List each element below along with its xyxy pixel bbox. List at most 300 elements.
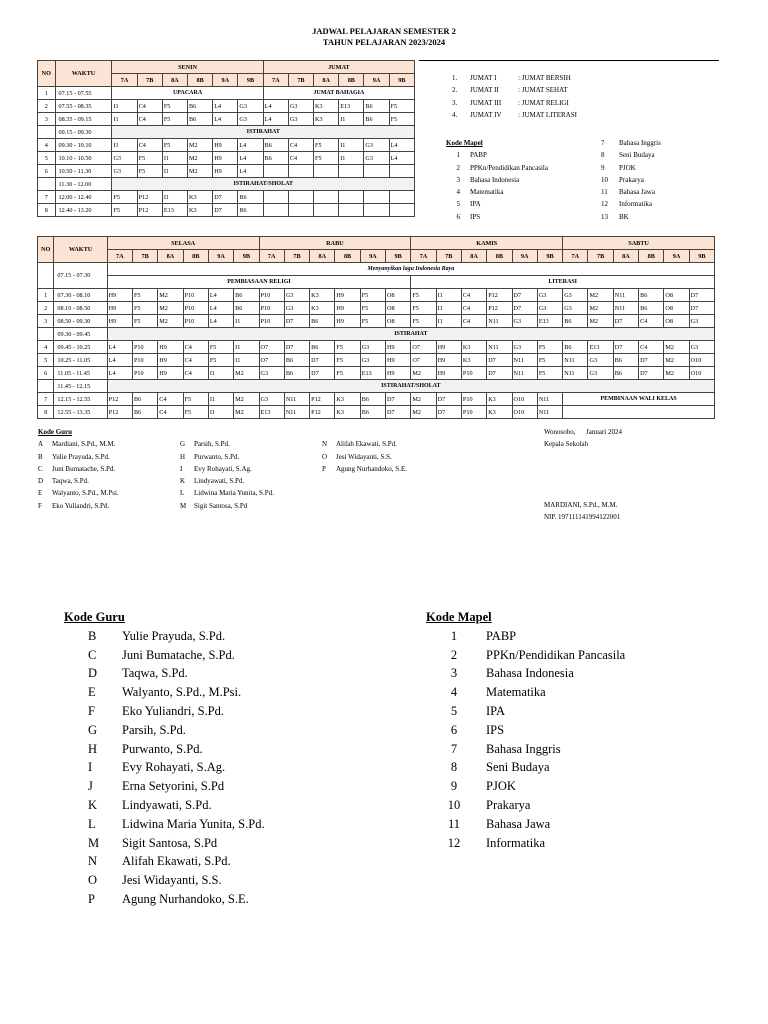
class-header: 9B [689, 250, 714, 263]
schedule-cell: F5 [314, 139, 339, 152]
schedule-cell: G3 [689, 341, 714, 354]
schedule-cell: B6 [188, 113, 213, 126]
schedule-cell: E13 [588, 341, 613, 354]
schedule-cell: G3 [284, 302, 309, 315]
mapel-name: Seni Budaya [486, 760, 550, 775]
schedule-cell: H9 [386, 354, 411, 367]
list-item [38, 463, 180, 475]
mapel-num: 8 [601, 151, 605, 160]
schedule-cell: B6 [132, 393, 157, 406]
break-label: ISTIRAHAT/SHOLAT [112, 178, 415, 191]
row-no: 2 [38, 302, 54, 315]
day-header: SABTU [563, 237, 715, 250]
schedule-cell: N11 [512, 367, 537, 380]
guru-code: C [38, 464, 43, 473]
schedule-cell: M2 [158, 302, 183, 315]
list-item [322, 463, 472, 475]
schedule-cell: P12 [487, 289, 512, 302]
list-item [180, 438, 322, 450]
schedule-cell: H9 [213, 139, 238, 152]
table-row [38, 380, 715, 393]
mapel-name: Bahasa Jawa [619, 188, 655, 197]
class-header: 7A [259, 250, 284, 263]
schedule-cell: B6 [310, 341, 335, 354]
schedule-cell: B6 [639, 289, 664, 302]
guru-name: Taqwa, S.Pd. [122, 666, 188, 681]
guru-code: K [88, 797, 98, 812]
schedule-cell: L4 [389, 152, 414, 165]
guru-name: Parsih, S.Pd. [194, 440, 230, 449]
row-no: 1 [38, 87, 56, 100]
schedule-cell: P12 [107, 393, 132, 406]
list-item [601, 149, 661, 161]
list-item [64, 683, 265, 702]
guru-code: H [180, 452, 186, 461]
guru-name: Agung Nurhandoko, S.E. [122, 891, 249, 906]
mapel-num: 2 [450, 647, 458, 662]
row-no [38, 263, 54, 289]
schedule-cell [389, 204, 414, 217]
schedule-cell: M2 [188, 165, 213, 178]
row-time: 10.10 - 10.50 [55, 152, 112, 165]
schedule-cell: P10 [259, 302, 284, 315]
list-item [64, 815, 265, 834]
schedule-cell: C4 [461, 315, 486, 328]
jumat-note-label: JUMAT I [470, 74, 497, 82]
list-item [446, 186, 601, 198]
schedule-table-senin-jumat [37, 60, 415, 217]
class-header: 9A [664, 250, 689, 263]
jumat-note-num: 4. [452, 110, 458, 119]
guru-code: M [180, 501, 187, 510]
schedule-cell: F5 [183, 406, 208, 419]
row-time: 11.45 - 12.15 [54, 380, 107, 393]
schedule-cell: B6 [563, 315, 588, 328]
kode-mapel-right [601, 137, 661, 223]
schedule-cell: B6 [613, 354, 638, 367]
mapel-name: Bahasa Indonesia [486, 666, 574, 681]
activity-label: UPACARA [112, 87, 263, 100]
schedule-cell: B6 [284, 354, 309, 367]
guru-name: Jesi Widayanti, S.S. [122, 873, 222, 888]
schedule-cell: B6 [238, 191, 263, 204]
row-time: 10.25 - 11.05 [54, 354, 107, 367]
schedule-cell: N11 [613, 302, 638, 315]
mapel-name: Bahasa Inggris [619, 139, 661, 147]
schedule-cell: B6 [364, 113, 389, 126]
class-header: 7B [436, 250, 461, 263]
list-item [180, 487, 322, 499]
mapel-name: Bahasa Jawa [486, 816, 551, 831]
day-header: SELASA [107, 237, 259, 250]
schedule-cell: K3 [487, 393, 512, 406]
guru-code: A [38, 440, 44, 449]
mapel-num: 3 [456, 175, 460, 184]
mapel-num: 10 [601, 175, 608, 184]
schedule-cell: O8 [664, 315, 689, 328]
schedule-cell: D7 [689, 289, 714, 302]
guru-name: Alifah Ekawati, S.Pd. [336, 440, 397, 449]
class-header: 7A [263, 74, 288, 87]
list-item [64, 852, 265, 871]
table-row [38, 406, 715, 419]
schedule-cell: B6 [132, 406, 157, 419]
schedule-cell: I1 [162, 165, 187, 178]
schedule-cell: C4 [288, 152, 313, 165]
mapel-num: 1 [456, 151, 460, 160]
schedule-cell: H9 [335, 302, 360, 315]
schedule-cell: D7 [284, 315, 309, 328]
class-header: 9A [364, 74, 389, 87]
list-item [426, 740, 625, 759]
mapel-name: IPS [486, 722, 505, 737]
list-item [64, 627, 265, 646]
jumat-note-label: JUMAT II [470, 86, 499, 95]
class-header: 7A [107, 250, 132, 263]
class-header: 7B [588, 250, 613, 263]
schedule-cell: M2 [234, 393, 259, 406]
kode-guru-large [64, 608, 265, 909]
schedule-cell: G3 [588, 367, 613, 380]
list-item [64, 721, 265, 740]
list-item [180, 475, 322, 487]
schedule-cell: I1 [162, 191, 187, 204]
schedule-cell: D7 [613, 341, 638, 354]
class-header: 8B [339, 74, 364, 87]
class-header: 8A [314, 74, 339, 87]
list-item [64, 871, 265, 890]
schedule-cell: I1 [339, 139, 364, 152]
schedule-cell: F5 [162, 139, 187, 152]
schedule-cell: F5 [335, 367, 360, 380]
row-no: 6 [38, 367, 54, 380]
schedule-cell: H9 [386, 341, 411, 354]
schedule-cell: B6 [360, 406, 385, 419]
class-header: 8B [183, 250, 208, 263]
list-item [38, 438, 180, 450]
mapel-name: PJOK [619, 163, 636, 172]
signature-nip: NIP. 197111141994122001 [544, 512, 621, 521]
row-no [38, 328, 54, 341]
schedule-cell: F5 [132, 302, 157, 315]
mapel-num: 2 [456, 163, 460, 172]
guru-code: E [38, 489, 43, 498]
jumat-note-desc: : JUMAT RELIGI [518, 98, 569, 107]
class-header: 9A [512, 250, 537, 263]
schedule-cell: M2 [234, 406, 259, 419]
guru-name: Taqwa, S.Pd. [52, 477, 89, 486]
row-time: 08.50 - 09.30 [54, 315, 107, 328]
schedule-cell: H9 [386, 367, 411, 380]
schedule-cell: N11 [512, 354, 537, 367]
guru-code: G [180, 440, 186, 449]
schedule-cell: E13 [360, 367, 385, 380]
schedule-cell: C4 [137, 100, 162, 113]
activity-label: JUMAT BAHAGIA [263, 87, 414, 100]
guru-code: B [38, 452, 43, 461]
schedule-cell: F5 [132, 315, 157, 328]
jumat-note-desc: : JUMAT SEHAT [518, 86, 568, 95]
kode-mapel-large [426, 608, 625, 852]
kode-guru-large-title: Kode Guru [64, 610, 125, 624]
guru-name: Sigit Santosa, S.Pd [194, 501, 248, 510]
row-no [38, 178, 56, 191]
ceremony-label: Menyanyikan lagu Indonesia Raya [107, 263, 714, 276]
list-item [426, 646, 625, 665]
schedule-cell: H9 [436, 341, 461, 354]
class-header: 7A [563, 250, 588, 263]
list-item [64, 777, 265, 796]
mapel-name: PABP [470, 151, 487, 160]
list-item [426, 758, 625, 777]
schedule-cell: C4 [288, 139, 313, 152]
schedule-cell: N11 [537, 406, 562, 419]
guru-code: I [88, 760, 93, 775]
mapel-name: PPKn/Pendidikan Pancasila [486, 647, 626, 662]
list-item [64, 758, 265, 777]
schedule-cell: M2 [234, 367, 259, 380]
guru-name: Walyanto, S.Pd., M.Psi. [52, 489, 119, 498]
schedule-cell: G3 [288, 113, 313, 126]
row-no: 4 [38, 341, 54, 354]
list-item [426, 664, 625, 683]
schedule-cell: K3 [461, 341, 486, 354]
schedule-cell: C4 [137, 139, 162, 152]
schedule-cell: L4 [238, 139, 263, 152]
row-no: 8 [38, 204, 56, 217]
row-no: 3 [38, 315, 54, 328]
schedule-cell: H9 [107, 302, 132, 315]
table-row [38, 152, 415, 165]
schedule-cell: M2 [664, 341, 689, 354]
schedule-cell: D7 [487, 354, 512, 367]
class-header: 7B [288, 74, 313, 87]
table-row [38, 191, 415, 204]
schedule-cell [364, 204, 389, 217]
class-header: 9A [360, 250, 385, 263]
schedule-cell: E13 [537, 315, 562, 328]
class-header: 9B [389, 74, 414, 87]
schedule-cell: H9 [107, 315, 132, 328]
schedule-cell: L4 [213, 113, 238, 126]
list-item [64, 740, 265, 759]
schedule-cell: N11 [284, 406, 309, 419]
schedule-cell: L4 [238, 165, 263, 178]
schedule-cell: I1 [436, 315, 461, 328]
schedule-cell: I1 [208, 393, 233, 406]
class-header: 7A [112, 74, 137, 87]
schedule-cell: K3 [188, 191, 213, 204]
guru-code: G [88, 722, 98, 737]
guru-name: Juni Bumatache, S.Pd. [122, 647, 235, 662]
row-no: 6 [38, 165, 56, 178]
signature-place: Wonosobo, [544, 428, 576, 436]
table-row [38, 354, 715, 367]
class-header: 8A [461, 250, 486, 263]
schedule-cell: M2 [588, 289, 613, 302]
list-item [180, 463, 322, 475]
mapel-name: Seni Budaya [619, 151, 655, 160]
mapel-name: Matematika [486, 685, 546, 700]
schedule-cell: F5 [537, 367, 562, 380]
schedule-cell [314, 165, 339, 178]
list-item [64, 834, 265, 853]
guru-name: Walyanto, S.Pd., M.Psi. [122, 685, 242, 700]
schedule-cell: I1 [112, 113, 137, 126]
row-time: 09.30 - 09.45 [54, 328, 107, 341]
day-header: JUMAT [263, 61, 414, 74]
schedule-cell: L4 [107, 354, 132, 367]
row-time: 09.45 - 10.25 [54, 341, 107, 354]
schedule-cell [288, 165, 313, 178]
row-time: 12.00 - 12.40 [55, 191, 112, 204]
guru-code: O [88, 873, 98, 888]
schedule-cell: F5 [360, 289, 385, 302]
schedule-cell [288, 204, 313, 217]
schedule-cell: C4 [158, 406, 183, 419]
class-header: 7B [132, 250, 157, 263]
mapel-num: 5 [450, 703, 458, 718]
schedule-cell: B6 [188, 100, 213, 113]
jumat-note-label: JUMAT IV [470, 110, 502, 119]
mapel-name: PABP [486, 628, 517, 643]
guru-name: Mardiani, S.Pd., M.M. [52, 440, 116, 449]
signature-role: Kepala Sekolah [544, 440, 589, 449]
mapel-num: 11 [601, 188, 608, 197]
mapel-name: IPA [486, 703, 505, 718]
schedule-cell: O10 [689, 367, 714, 380]
schedule-cell: G3 [288, 100, 313, 113]
guru-name: Jesi Widayanti, S.S. [336, 452, 392, 461]
row-no [38, 126, 56, 139]
schedule-cell: P12 [487, 302, 512, 315]
schedule-cell: M2 [188, 152, 213, 165]
table-row [38, 139, 415, 152]
schedule-cell [389, 191, 414, 204]
schedule-cell [389, 165, 414, 178]
schedule-cell: L4 [263, 100, 288, 113]
jumat-note [452, 97, 577, 109]
schedule-cell: P10 [259, 315, 284, 328]
schedule-cell: N11 [613, 289, 638, 302]
schedule-cell: F5 [183, 393, 208, 406]
row-time: 10.50 - 11.30 [55, 165, 112, 178]
schedule-cell: L4 [107, 367, 132, 380]
schedule-cell: M2 [411, 367, 436, 380]
guru-name: Lindyawati, S.Pd. [122, 797, 212, 812]
schedule-cell: D7 [512, 289, 537, 302]
schedule-cell: G3 [364, 139, 389, 152]
schedule-cell: F5 [537, 341, 562, 354]
jumat-note [452, 72, 577, 84]
schedule-cell: G3 [689, 315, 714, 328]
class-header: 9B [386, 250, 411, 263]
schedule-cell: O7 [259, 341, 284, 354]
guru-code: M [88, 835, 100, 850]
schedule-cell: E13 [339, 100, 364, 113]
mapel-num: 4 [450, 685, 458, 700]
schedule-cell [314, 191, 339, 204]
schedule-cell: G3 [563, 302, 588, 315]
schedule-cell: G3 [512, 315, 537, 328]
row-no [38, 380, 54, 393]
guru-name: Lindyawati, S.Pd. [194, 477, 245, 486]
break-label: ISTIRAHAT/SHOLAT [107, 380, 714, 393]
jumat-note-label: JUMAT III [470, 98, 502, 107]
schedule-cell: L4 [238, 152, 263, 165]
row-time: 11.05 - 11.45 [54, 367, 107, 380]
mapel-name: Matematika [470, 188, 504, 197]
schedule-cell: B6 [234, 289, 259, 302]
kode-guru-title: Kode Guru [38, 428, 73, 436]
row-time: 07.15 - 07.30 [54, 263, 107, 289]
schedule-cell: F5 [411, 302, 436, 315]
mapel-num: 4 [456, 188, 460, 197]
class-header: 9A [213, 74, 238, 87]
kode-mapel-large-title: Kode Mapel [426, 610, 492, 624]
guru-name: Yulie Prayuda, S.Pd. [52, 452, 110, 461]
schedule-cell: G3 [284, 289, 309, 302]
row-no: 5 [38, 152, 56, 165]
schedule-cell: C4 [639, 341, 664, 354]
schedule-cell: P12 [310, 406, 335, 419]
list-item [322, 438, 472, 450]
schedule-cell: I1 [112, 100, 137, 113]
guru-name: Lidwina Maria Yunita, S.Pd. [194, 489, 274, 498]
class-header: 8A [310, 250, 335, 263]
schedule-cell [339, 165, 364, 178]
jumat-note-num: 3. [452, 98, 458, 107]
guru-code: H [88, 741, 98, 756]
schedule-cell [364, 165, 389, 178]
schedule-cell [263, 191, 288, 204]
schedule-cell: K3 [314, 113, 339, 126]
schedule-cell: F5 [208, 341, 233, 354]
break-label: ISTIRAHAT [112, 126, 415, 139]
list-item [180, 500, 322, 512]
guru-code: F [38, 501, 42, 510]
schedule-cell: K3 [310, 289, 335, 302]
mapel-name: PPKn/Pendidikan Pancasila [470, 163, 548, 172]
mapel-num: 9 [601, 163, 605, 172]
schedule-cell: G3 [259, 367, 284, 380]
schedule-cell: B6 [613, 367, 638, 380]
schedule-cell: L4 [208, 289, 233, 302]
schedule-cell: P10 [183, 302, 208, 315]
schedule-cell [314, 204, 339, 217]
schedule-cell: L4 [263, 113, 288, 126]
schedule-cell: C4 [183, 367, 208, 380]
list-item [601, 211, 661, 223]
schedule-cell: I1 [339, 152, 364, 165]
list-item [64, 664, 265, 683]
schedule-cell: K3 [461, 354, 486, 367]
guru-name: Agung Nurhandoko, S.E. [336, 464, 407, 473]
schedule-cell: D7 [639, 367, 664, 380]
schedule-cell: L4 [213, 100, 238, 113]
list-item [446, 149, 601, 161]
schedule-cell: O7 [411, 354, 436, 367]
schedule-cell: N11 [563, 354, 588, 367]
schedule-cell: F5 [335, 354, 360, 367]
schedule-cell: I1 [339, 113, 364, 126]
schedule-cell: M2 [588, 302, 613, 315]
schedule-cell: L4 [208, 302, 233, 315]
mapel-num: 3 [450, 666, 458, 681]
schedule-cell [364, 191, 389, 204]
schedule-cell: I1 [208, 406, 233, 419]
schedule-cell: O7 [259, 354, 284, 367]
